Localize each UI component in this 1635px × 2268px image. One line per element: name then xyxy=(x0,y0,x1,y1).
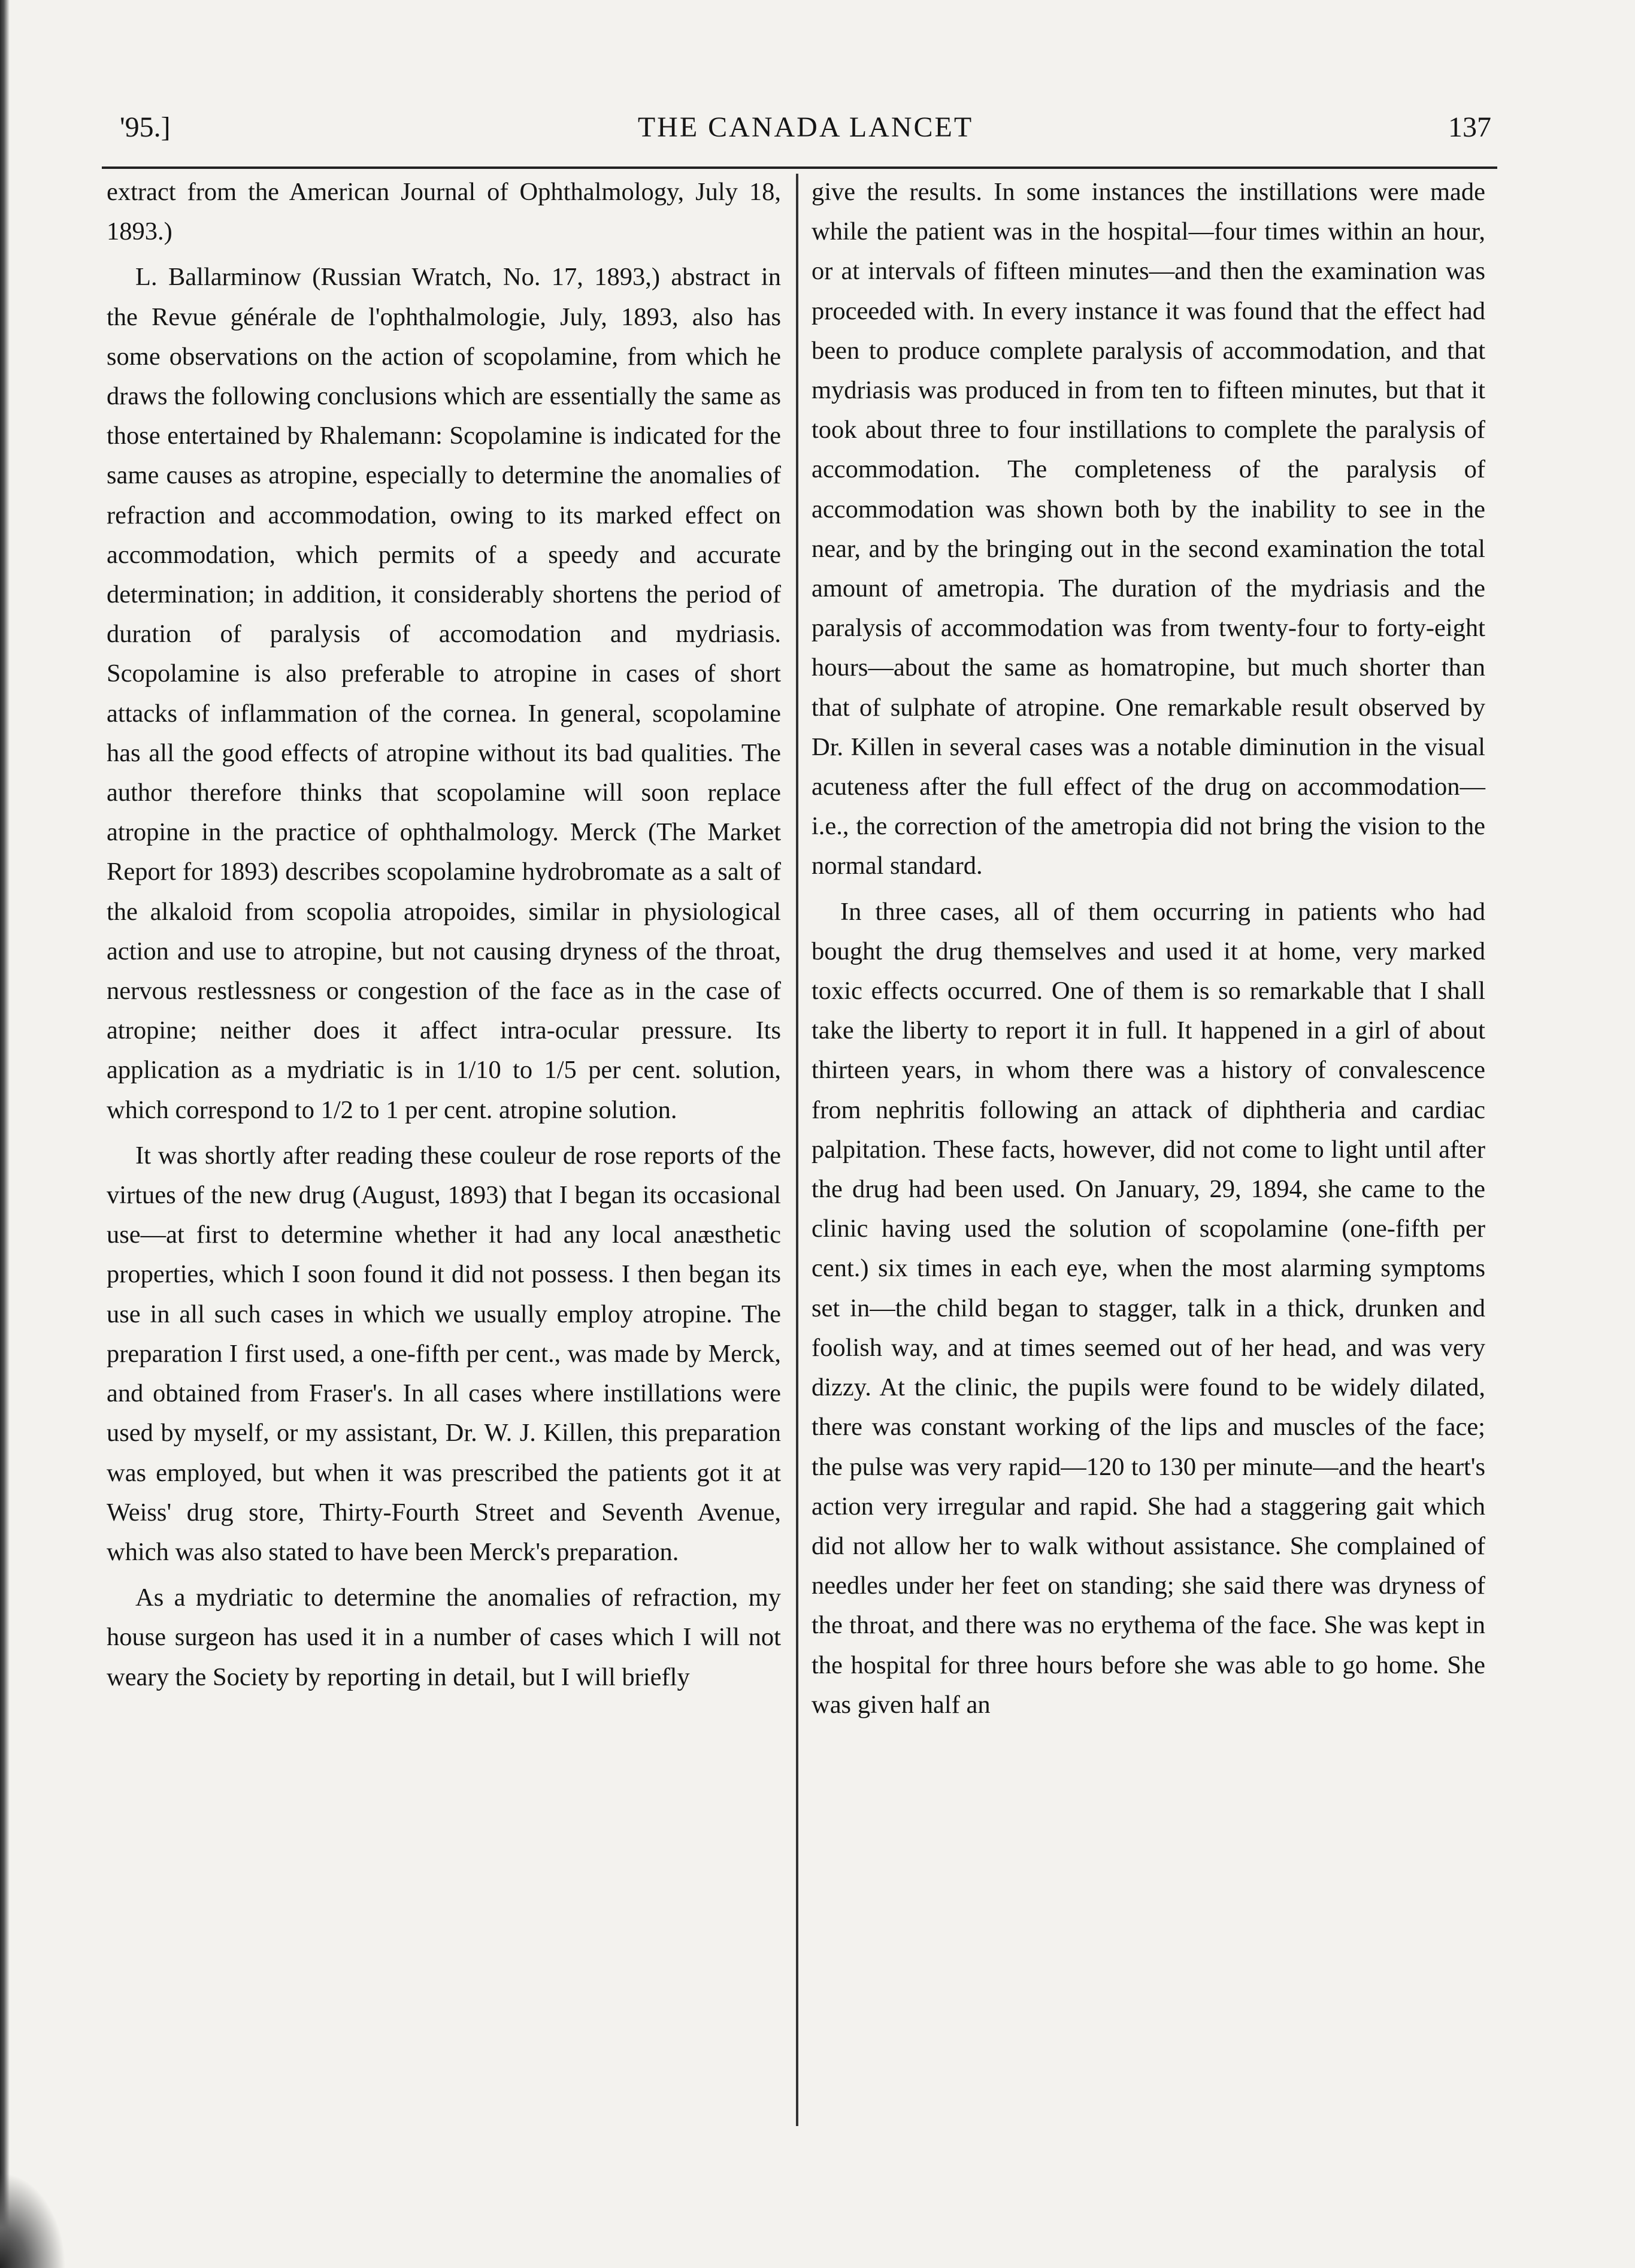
paragraph: give the results. In some instances the instillations were made while the patient was in the hospital—four times within an hour, or at intervals of fifteen minutes—and then the examination was proceeded with. In every instance it was found that the effect had been to produce complete paralysis of accommodation, and that mydriasis was produced in from ten to fifteen minutes, but that it took about three to four instillations to complete the paralysis of accommodation. The completeness of the paralysis of accommodation was shown both by the inability to see in the near, and by the bringing out in the second examination the total amount of ametropia. The duration of the mydriasis and the paralysis of accommodation was from twenty-four to forty-eight hours—about the same as homatropine, but much shorter than that of sulphate of atropine. One remarkable result observed by Dr. Killen in several cases was a notable diminution in the visual acuteness after the full effect of the drug on accommodation—i.e., the correction of the ametropia did not bring the vision to the normal standard. xyxy=(812,178,1485,880)
paragraph: In three cases, all of them occurring in patients who had bought the drug themselves and used it at home, very marked toxic effects occurred. One of them is so remarkable that I shall take the liberty to report it in full. It happened in a girl of about thirteen years, in whom there was a history of convalescence from nephritis following an attack of diphtheria and cardiac palpitation. These facts, however, did not come to light until after the drug had been used. On January, 29, 1894, she came to the clinic having used the solution of scopolamine (one-fifth per cent.) six times in each eye, when the most alarming symptoms set in—the child began to stagger, talk in a thick, drunken and foolish way, and at times seemed out of her head, and was very dizzy. At the clinic, the pupils were found to be widely dilated, there was constant working of the lips and muscles of the face; the pulse was very rapid—120 to 130 per minute—and the heart's action very irregular and rapid. She had a staggering gait which did not allow her to walk without assistance. She complained of needles under her feet on standing; she said there was dryness of the throat, and there was no erythema of the face. She was kept in the hospital for three hours before she was able to go home. She was given half an xyxy=(812,897,1485,1719)
column-divider xyxy=(796,174,798,2126)
left-column xyxy=(107,172,781,1697)
header-year: '95.] xyxy=(120,111,171,143)
right-column xyxy=(812,172,1485,1725)
header-rule xyxy=(102,166,1497,169)
journal-title: THE CANADA LANCET xyxy=(637,111,974,143)
page-header xyxy=(120,101,1491,155)
paragraph: extract from the American Journal of Ophthalmology, July 18, 1893.) xyxy=(107,178,781,246)
paragraph: L. Ballarminow (Russian Wratch, No. 17, 1893,) abstract in the Revue générale de l'ophthalmologie, July, 1893, also has some observations on the action of scopolamine, from which he draws the following conclusions which are essentially the same as those entertained by Rhalemann: Scopolamine is indicated for the same causes as atropine, especially to determine the anomalies of refraction and accommodation, owing to its marked effect on accommodation, which permits of a speedy and accurate determination; in addition, it considerably shortens the period of duration of paralysis of accomodation and mydriasis. Scopolamine is also preferable to atropine in cases of short attacks of inflammation of the cornea. In general, scopolamine has all the good effects of atropine without its bad qualities. The author therefore thinks that scopolamine will soon replace atropine in the practice of ophthalmology. Merck (The Market Report for 1893) describes scopolamine hydrobromate as a salt of the alkaloid from scopolia atropoides, similar in physiological action and use to atropine, but not causing dryness of the throat, nervous restlessness or congestion of the face as in the case of atropine; neither does it affect intra-ocular pressure. Its application as a mydriatic is in 1/10 to 1/5 per cent. solution, which correspond to 1/2 to 1 per cent. atropine solution. xyxy=(107,263,781,1124)
page-number: 137 xyxy=(1448,111,1491,143)
scan-shadow-edge xyxy=(0,0,10,2268)
paragraph: It was shortly after reading these couleur de rose reports of the virtues of the new drug (August, 1893) that I began its occasional use—at first to determine whether it had any local anæsthetic properties, which I soon found it did not possess. I then began its use in all such cases in which we usually employ atropine. The preparation I first used, a one-fifth per cent., was made by Merck, and obtained from Fraser's. In all cases where instillations were used by myself, or my assistant, Dr. W. J. Killen, this preparation was employed, but when it was prescribed the patients got it at Weiss' drug store, Thirty-Fourth Street and Seventh Avenue, which was also stated to have been Merck's preparation. xyxy=(107,1141,781,1566)
scan-shadow-corner xyxy=(0,2172,66,2268)
paragraph: As a mydriatic to determine the anomalies of refraction, my house surgeon has used it in a number of cases which I will not weary the Society by reporting in detail, but I will briefly xyxy=(107,1583,781,1691)
